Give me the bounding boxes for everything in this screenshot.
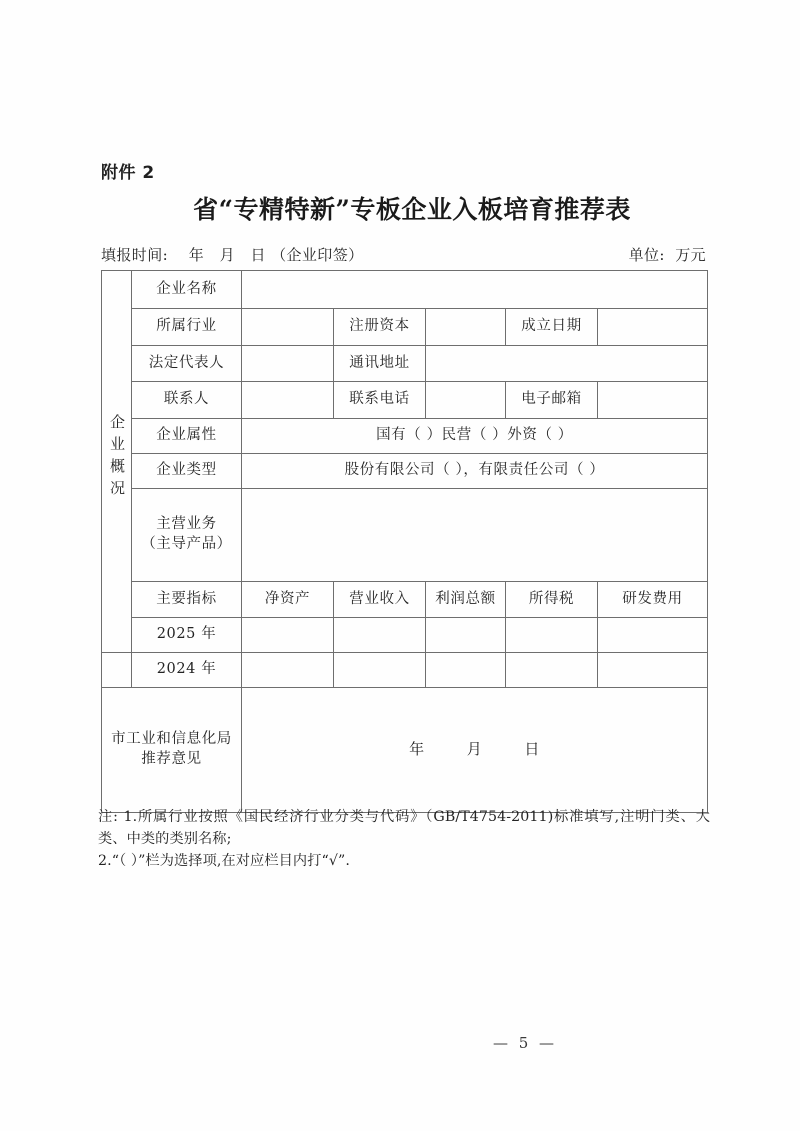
main-business-label-line2: （主导产品） [141, 536, 232, 552]
year-2025-net-assets[interactable] [242, 618, 334, 653]
indicator-header-3: 利润总额 [426, 582, 506, 618]
opinion-sign-date: 年 月 日 [409, 740, 540, 759]
attachment-label: 附件 2 [101, 163, 155, 183]
company-name-label: 企业名称 [132, 271, 242, 309]
note-line-1: 注: 1.所属行业按照《国民经济行业分类与代码》（GB/T4754-2011)标准填写,注明门类、大类、中类的类别名称; [98, 809, 710, 847]
main-business-value[interactable] [242, 489, 708, 582]
type-label: 企业类型 [132, 454, 242, 489]
table-row-contact [102, 382, 708, 419]
industry-value[interactable] [242, 309, 334, 346]
opinion-value[interactable] [242, 688, 708, 813]
year-2024-profit[interactable] [426, 653, 506, 688]
opinion-label [102, 688, 242, 813]
opinion-label-line2: 推荐意见 [141, 751, 202, 767]
form-meta-line [101, 244, 706, 265]
page-title: 省“专精特新”专板企业入板培育推荐表 [193, 195, 631, 224]
unit-label: 单位: 万元 [628, 246, 706, 264]
year-2025-tax[interactable] [506, 618, 598, 653]
table-row-opinion [102, 688, 708, 813]
year-2024-net-assets[interactable] [242, 653, 334, 688]
registered-capital-label: 注册资本 [334, 309, 426, 346]
contact-value[interactable] [242, 382, 334, 419]
table-row-indicator-header [102, 582, 708, 618]
attribute-options[interactable]: 国有（ ）民营（ ）外资（ ） [242, 419, 708, 454]
establish-date-label: 成立日期 [506, 309, 598, 346]
vertical-section-header [102, 271, 132, 653]
table-row-type [102, 454, 708, 489]
contact-label: 联系人 [132, 382, 242, 419]
table-row-company-name [102, 271, 708, 309]
year-label-2025: 2025 年 [132, 618, 242, 653]
address-label: 通讯地址 [334, 346, 426, 382]
year-2025-revenue[interactable] [334, 618, 426, 653]
page-number: — 5 — [492, 1034, 558, 1052]
fill-time-label: 填报时间: 年 月 日 （企业印签） [101, 246, 364, 264]
year-2025-rd[interactable] [598, 618, 708, 653]
form-table [101, 270, 708, 813]
year-2025-profit[interactable] [426, 618, 506, 653]
note-line-2: 2.“（ ）”栏为选择项,在对应栏目内打“√”. [98, 853, 350, 869]
table-row-legal-rep [102, 346, 708, 382]
legal-rep-value[interactable] [242, 346, 334, 382]
table-row-industry [102, 309, 708, 346]
company-name-value[interactable] [242, 271, 708, 309]
table-row-year-2025 [102, 618, 708, 653]
year-2024-revenue[interactable] [334, 653, 426, 688]
vertical-spacer [102, 653, 132, 688]
opinion-label-line1: 市工业和信息化局 [111, 731, 232, 748]
year-2024-rd[interactable] [598, 653, 708, 688]
registered-capital-value[interactable] [426, 309, 506, 346]
main-business-label-line1: 主营业务 [156, 516, 217, 533]
establish-date-value[interactable] [598, 309, 708, 346]
year-label-2024: 2024 年 [132, 653, 242, 688]
email-value[interactable] [598, 382, 708, 419]
email-label: 电子邮箱 [506, 382, 598, 419]
type-options[interactable]: 股份有限公司（ ），有限责任公司（ ） [242, 454, 708, 489]
indicator-header-1: 净资产 [242, 582, 334, 618]
indicator-header-5: 研发费用 [598, 582, 708, 618]
table-row-year-2024 [102, 653, 708, 688]
attribute-label: 企业属性 [132, 419, 242, 454]
table-row-main-business [102, 489, 708, 582]
phone-value[interactable] [426, 382, 506, 419]
main-business-label [132, 489, 242, 582]
form-notes [98, 806, 710, 872]
vertical-section-header-label: 企业概况 [108, 414, 126, 503]
phone-label: 联系电话 [334, 382, 426, 419]
year-2024-tax[interactable] [506, 653, 598, 688]
recommendation-form [101, 270, 707, 813]
legal-rep-label: 法定代表人 [132, 346, 242, 382]
indicator-header-0: 主要指标 [132, 582, 242, 618]
address-value[interactable] [426, 346, 708, 382]
industry-label: 所属行业 [132, 309, 242, 346]
indicator-header-2: 营业收入 [334, 582, 426, 618]
indicator-header-4: 所得税 [506, 582, 598, 618]
table-row-attribute [102, 419, 708, 454]
